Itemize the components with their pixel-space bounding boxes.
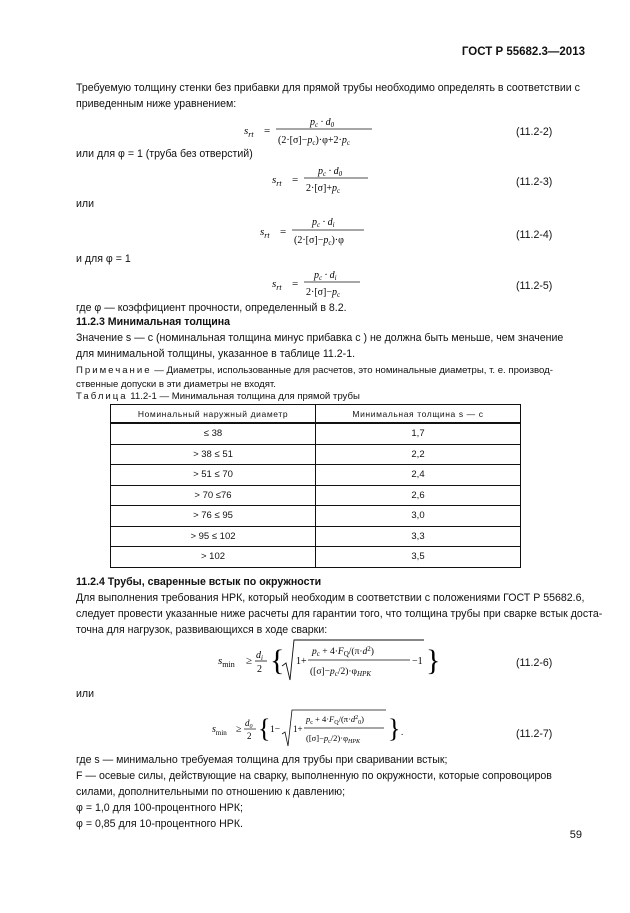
- def-fq-line-1: F — осевые силы, действующие на сварку, выполненную по окружности, которые сопровоциров: [76, 770, 552, 782]
- eq-number-11-2-7: (11.2-7): [516, 728, 553, 740]
- section-11-2-4-line-3: точна для нагрузок, развивающихся в ходе сварки:: [76, 624, 328, 636]
- eq-number-11-2-3: (11.2-3): [516, 176, 553, 188]
- svg-text:−1: −1: [412, 656, 423, 667]
- svg-text:srt: $s_{rt}$: [272, 278, 282, 292]
- eq-number-11-2-5: (11.2-5): [516, 280, 553, 292]
- eq-number-11-2-6: (11.2-6): [516, 657, 553, 669]
- svg-text:srt: $s_{rt}$: [260, 226, 270, 240]
- svg-text:pc + 4·FQ/(π·d20): $p_c + 4\cdot F_Q/(\pi\cdot d^2_0)$: [306, 714, 365, 726]
- table-row: [111, 423, 521, 444]
- where-phi-text: где φ — коэффициент прочности, определенный в 8.2.: [76, 302, 347, 314]
- section-11-2-4-line-1: Для выполнения требования НРК, который необходим в соответствии с положениями ГОСТ Р 55682.6,: [76, 592, 585, 604]
- equation-11-2-3: [268, 162, 388, 196]
- svg-text:([σ]−pc/2)·φНРК: $([\sigma]-p_c/2)\cdot\varphi_{НРК}$: [310, 667, 372, 678]
- eq-number-11-2-4: (11.2-4): [516, 229, 553, 241]
- note-line-1: [76, 364, 553, 378]
- svg-text:(2·[σ]−pc)·φ+2·pc: $(2\cdot[\sigma]-p_c)\cdot\varphi+2\cdot p_c$: [278, 135, 350, 147]
- svg-text:=: =: [292, 278, 299, 290]
- svg-text:1−: 1−: [270, 725, 281, 735]
- table-caption-label: Таблица: [76, 391, 128, 402]
- note-line-2: ственные допуски в эти диаметры не входят.: [76, 379, 276, 390]
- table-header-row: [111, 405, 521, 424]
- section-11-2-4-title: 11.2.4 Трубы, сваренные встык по окружности: [76, 576, 322, 588]
- svg-text:2: 2: [247, 731, 252, 741]
- table-cell-diameter: > 95 ≤ 102: [111, 526, 316, 547]
- table-row: [111, 506, 521, 527]
- table-caption-text: 11.2-1 — Минимальная толщина для прямой трубы: [130, 391, 360, 402]
- svg-text:(2·[σ]−pc)·φ: $(2\cdot[\sigma]-p_c)\cdot\varphi$: [294, 235, 344, 247]
- svg-text:=: =: [292, 174, 299, 186]
- table-cell-thickness: 3,3: [316, 526, 521, 547]
- svg-text:di: $d_i$: [256, 650, 263, 662]
- intro-line-1: Требуемую толщину стенки без прибавки для прямой трубы необходимо определять в соответствии с: [76, 82, 580, 94]
- svg-text:1+: 1+: [293, 724, 303, 734]
- svg-text:pc · d0: $p_c \cdot d_0$: [318, 166, 343, 178]
- svg-text:.: .: [401, 727, 404, 737]
- svg-text:≥: ≥: [246, 655, 253, 667]
- section-11-2-3-line-2: для минимальной толщины, указанное в таблице 11.2-1.: [76, 348, 356, 360]
- table-cell-diameter: > 102: [111, 547, 316, 568]
- svg-text:smin: $s_{min}$: [218, 655, 235, 669]
- min-thickness-table: [110, 404, 521, 568]
- svg-text:}: }: [388, 714, 401, 743]
- table-row: [111, 526, 521, 547]
- svg-text:srt: $s_{rt}$: [272, 174, 282, 188]
- equation-11-2-7: [208, 706, 408, 752]
- svg-text:([σ]−pc/2)·φНРК: $([\sigma]-p_c/2)\cdot\varphi_{НРК}$: [306, 733, 360, 745]
- intro-line-2: приведенным ниже уравнением:: [76, 98, 237, 110]
- table-row: [111, 547, 521, 568]
- section-11-2-4-line-2: следует провести указанные ниже расчеты для гарантии того, что толщина трубы при сварке встык доста-: [76, 608, 603, 620]
- table-cell-diameter: > 38 ≤ 51: [111, 444, 316, 465]
- svg-text:2: 2: [257, 664, 262, 675]
- page-number: 59: [569, 829, 582, 841]
- def-phi-10: φ = 0,85 для 10-процентного НРК.: [76, 818, 243, 830]
- def-smin: где s — минимально требуемая толщина для трубы при сваривании встык;: [76, 754, 448, 766]
- eq-number-11-2-2: (11.2-2): [516, 126, 553, 138]
- note-label: Примечание: [76, 365, 152, 376]
- section-11-2-3-title: 11.2.3 Минимальная толщина: [76, 316, 231, 328]
- equation-11-2-5: [268, 265, 378, 301]
- equation-11-2-4: [256, 212, 376, 250]
- svg-text:{: {: [258, 714, 271, 743]
- table-cell-diameter: > 76 ≤ 95: [111, 506, 316, 527]
- section-11-2-3-line-1: Значение s — c (номинальная толщина минус прибавка c ) не должна быть меньше, чем значение: [76, 332, 564, 344]
- or-text-2: или: [76, 688, 95, 700]
- svg-text:≥: ≥: [236, 724, 242, 735]
- document-id: ГОСТ Р 55682.3—2013: [461, 46, 585, 58]
- equation-11-2-2: [240, 112, 380, 150]
- svg-text:pc + 4·FQ/(π·d2): $p_c + 4\cdot F_Q/(\pi\cdot d^2)$: [312, 645, 374, 658]
- or-phi-1-text: или для φ = 1 (труба без отверстий): [76, 148, 253, 160]
- svg-text:{: {: [270, 644, 285, 677]
- table-cell-thickness: 2,6: [316, 485, 521, 506]
- svg-text:2·[σ]+pc: $2\cdot[\sigma]+p_c$: [306, 183, 341, 195]
- def-phi-100: φ = 1,0 для 100-процентного НРК;: [76, 802, 243, 814]
- svg-text:pc · di: $p_c \cdot d_i$: [314, 270, 337, 282]
- or-text-1: или: [76, 198, 95, 210]
- table-cell-thickness: 3,0: [316, 506, 521, 527]
- table-row: [111, 465, 521, 486]
- note-text-1: — Диаметры, использованные для расчетов, это номинальные диаметры, т. е. производ-: [154, 365, 553, 376]
- svg-text:}: }: [426, 644, 441, 677]
- table-caption: [76, 391, 360, 403]
- svg-text:1+: 1+: [296, 656, 307, 667]
- table-header-thickness: Минимальная толщина s — c: [316, 405, 521, 424]
- svg-text:smin: $s_{min}$: [212, 724, 227, 737]
- table-row: [111, 485, 521, 506]
- svg-text:pc · d0: $p_c \cdot d_0$: [310, 117, 335, 129]
- svg-text:2·[σ]−pc: $2\cdot[\sigma]-p_c$: [306, 287, 341, 299]
- svg-text:d0: $d_0$: [245, 718, 253, 730]
- svg-text:pc · di: $p_c \cdot d_i$: [312, 217, 335, 229]
- svg-text:=: =: [280, 226, 287, 238]
- table-cell-thickness: 2,4: [316, 465, 521, 486]
- def-fq-line-2: силами, дополнительными по отношению к давлению;: [76, 786, 346, 798]
- equation-11-2-6: [214, 636, 444, 686]
- and-phi-1-text: и для φ = 1: [76, 253, 131, 265]
- table-cell-thickness: 3,5: [316, 547, 521, 568]
- svg-text:=: =: [264, 125, 271, 137]
- table-row: [111, 444, 521, 465]
- table-cell-diameter: ≤ 38: [111, 423, 316, 444]
- table-cell-diameter: > 51 ≤ 70: [111, 465, 316, 486]
- table-header-diameter: Номинальный наружный диаметр: [111, 405, 316, 424]
- table-cell-diameter: > 70 ≤76: [111, 485, 316, 506]
- table-cell-thickness: 1,7: [316, 423, 521, 444]
- table-cell-thickness: 2,2: [316, 444, 521, 465]
- svg-text:srt: $s_{rt}$: [244, 125, 254, 139]
